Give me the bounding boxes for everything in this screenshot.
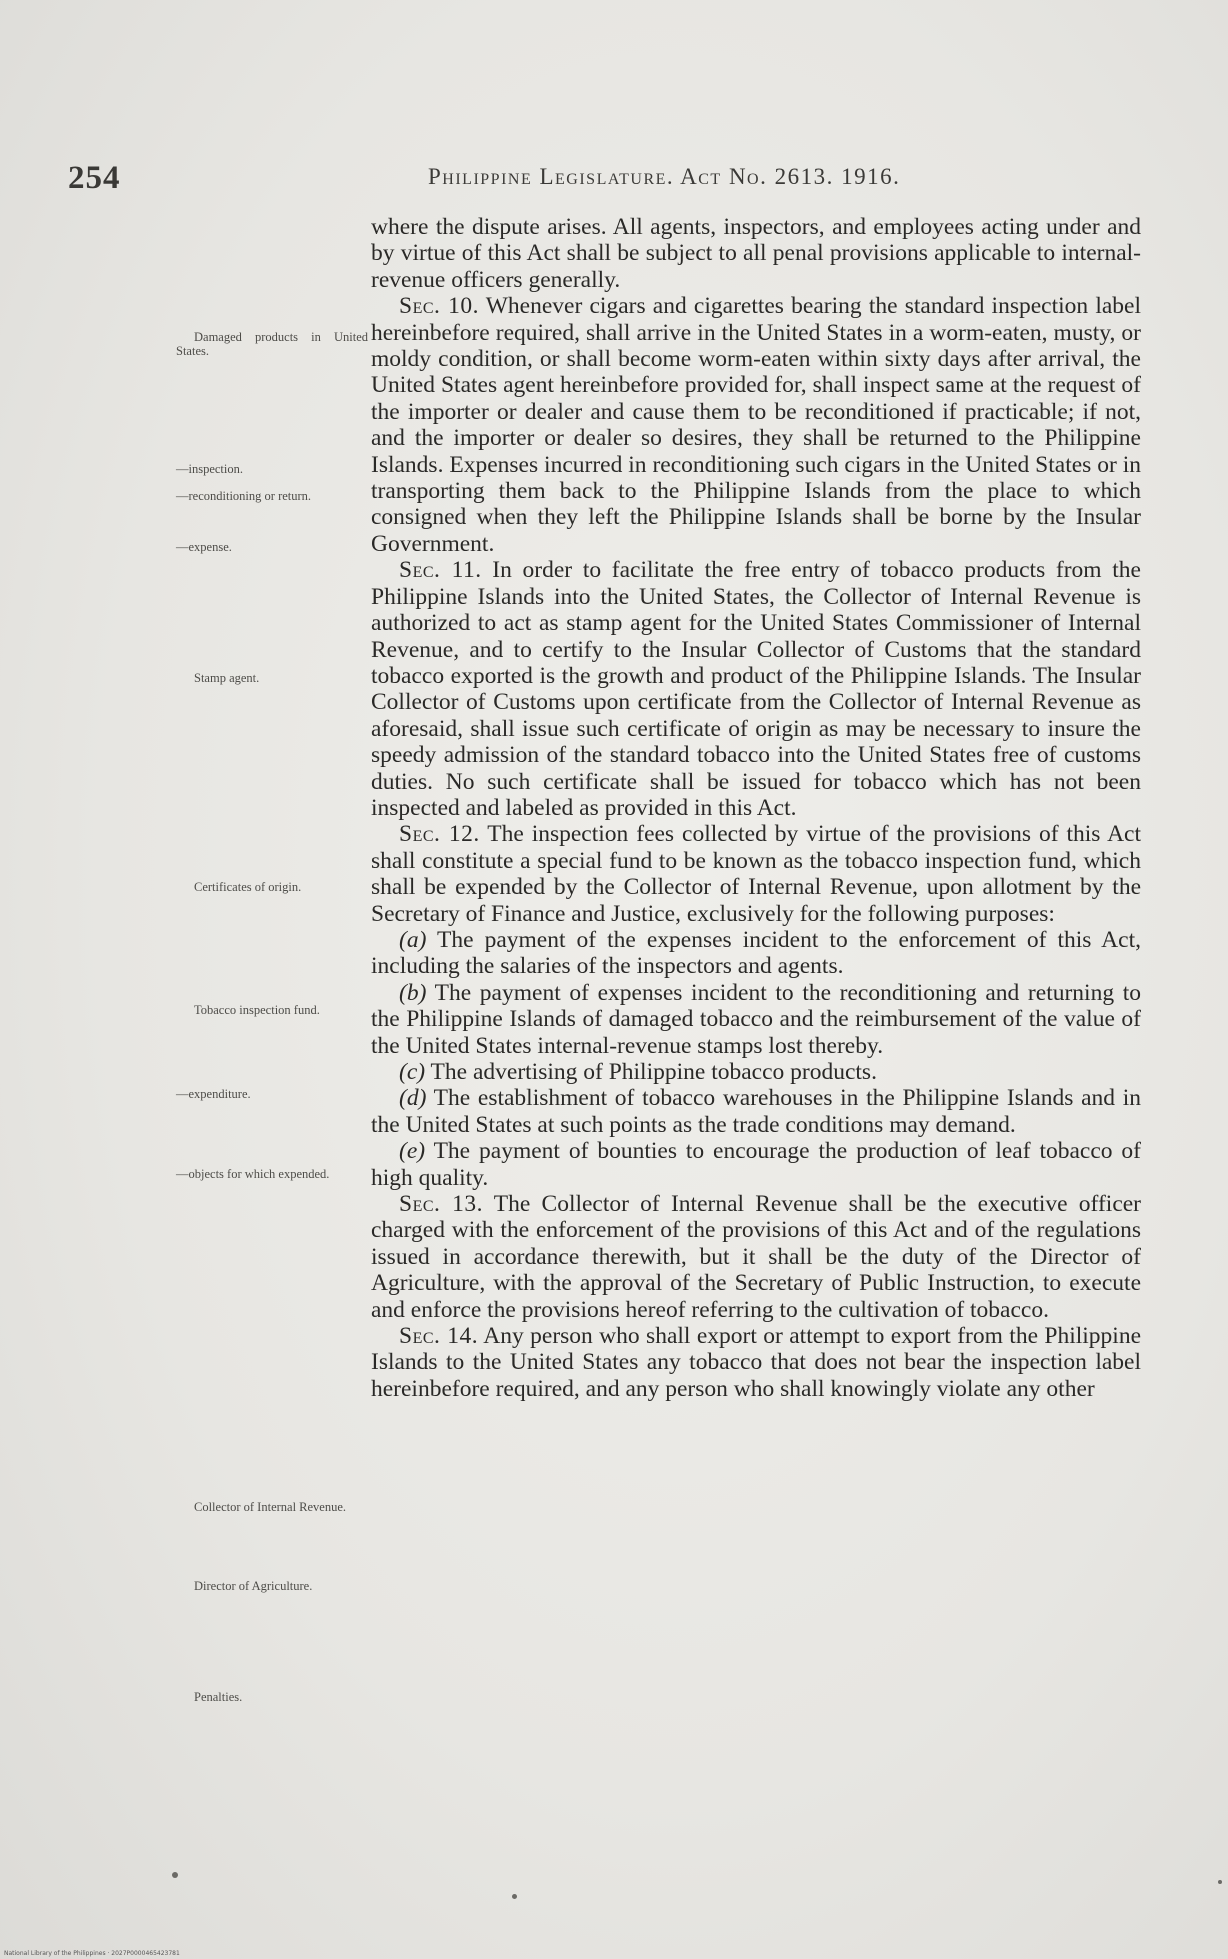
section-13-text: The Collector of Internal Revenue shall be the executive officer charged with the enforcement of the provisions of this Act and of the regulations issued in accordance therewith, but it shall be the duty of the Director of Agriculture, with the approval of the Secretary of Public Instruction, to execute and enforce the provisions hereof referring to the cultivation of tobacco. <box>371 1191 1142 1323</box>
clause-d-letter: (d) <box>399 1085 427 1112</box>
paragraph-continuation: where the dispute arises. All agents, inspectors, and employees acting under and by virtue of this Act shall be subject to all penal provisions applicable to internal-revenue officers generally. <box>371 214 1141 293</box>
running-head: Philippine Legislature. Act No. 2613. 1916. <box>428 164 901 189</box>
clause-e <box>371 1138 1141 1191</box>
clause-a-text: The payment of the expenses incident to the enforcement of this Act, including the salaries of the inspectors and agents. <box>371 926 1141 980</box>
margin-note-tobacco-inspection-fund: Tobacco inspection fund. <box>194 1003 320 1017</box>
scan-source-line: National Library of the Philippines · 2027P0000465423781 <box>4 1950 180 1957</box>
margin-note-stamp-agent: Stamp agent. <box>194 671 260 685</box>
clause-e-letter: (e) <box>399 1138 426 1165</box>
margin-note-director-of-agriculture: Director of Agriculture. <box>194 1579 313 1593</box>
clause-c <box>371 1059 1141 1085</box>
clause-b-letter: (b) <box>399 979 427 1006</box>
scan-speck <box>1218 1880 1222 1884</box>
margin-note-objects-expended: —objects for which expended. <box>176 1167 330 1181</box>
section-14 <box>371 1323 1141 1402</box>
margin-note-damaged-products: Damaged products in United States. <box>176 330 368 358</box>
margin-note-collector: Collector of Internal Revenue. <box>194 1500 347 1514</box>
margin-note-inspection: —inspection. <box>176 462 244 476</box>
section-11 <box>371 557 1141 821</box>
section-12-label: Sec. 12. <box>399 821 480 848</box>
clause-a-letter: (a) <box>399 926 427 953</box>
section-11-label: Sec. 11. <box>399 557 482 584</box>
margin-note-penalties: Penalties. <box>194 1690 243 1704</box>
section-14-text: Any person who shall export or attempt to export from the Philippine Islands to the United States any tobacco that does not bear the inspection label hereinbefore required, and any person who shall knowingly violate any other <box>371 1323 1142 1402</box>
section-13 <box>371 1191 1141 1323</box>
page-number: 254 <box>68 160 121 196</box>
scan-speck <box>172 1872 178 1878</box>
margin-note-certificates-of-origin: Certificates of origin. <box>194 880 302 894</box>
clause-a <box>371 927 1141 980</box>
section-10-text: Whenever cigars and cigarettes bearing the standard inspection label hereinbefore required, shall arrive in the United States in a worm-eaten, musty, or moldy condition, or shall become worm-eaten within sixty days after arrival, the United States agent hereinbefore provided for, shall inspect same at the request of the importer or dealer and cause them to be reconditioned if practicable; if not, and the importer or dealer so desires, they shall be returned to the Philippine Islands. Expenses incurred in reconditioning such cigars in the United States or in transporting them back to the Philippine Islands from the place to which consigned when they left the Philippine Islands shall be borne by the Insular Government. <box>371 293 1141 557</box>
section-12 <box>371 821 1141 927</box>
margin-note-expenditure: —expenditure. <box>176 1087 251 1101</box>
scan-speck <box>512 1894 517 1899</box>
body-text <box>371 214 1141 1402</box>
margin-note-reconditioning: —reconditioning or return. <box>176 489 312 503</box>
section-10-label: Sec. 10. <box>399 293 479 320</box>
clause-d-text: The establishment of tobacco warehouses in the Philippine Islands and in the United States at such points as the trade conditions may demand. <box>371 1085 1141 1138</box>
clause-c-letter: (c) <box>399 1059 426 1085</box>
section-14-label: Sec. 14. <box>399 1323 479 1350</box>
section-12-text: The inspection fees collected by virtue of the provisions of this Act shall constitute a special fund to be known as the tobacco inspection fund, which shall be expended by the Collector of Internal Revenue, upon allotment by the Secretary of Finance and Justice, exclusively for the following purposes: <box>371 821 1142 927</box>
clause-b <box>371 980 1141 1059</box>
clause-d <box>371 1085 1141 1138</box>
section-11-text: In order to facilitate the free entry of tobacco products from the Philippine Islands into the United States, the Collector of Internal Revenue is authorized to act as stamp agent for the United States Commissioner of Internal Revenue, and to certify to the Insular Collector of Customs that the standard tobacco exported is the growth and product of the Philippine Islands. The Insular Collector of Customs upon certificate from the Collector of Internal Revenue as aforesaid, shall issue such certificate of origin as may be necessary to insure the speedy admission of the standard tobacco into the United States free of customs duties. No such certificate shall be issued for tobacco which has not been inspected and labeled as provided in this Act. <box>371 557 1141 821</box>
section-10 <box>371 293 1141 557</box>
margin-note-expense: —expense. <box>176 540 232 554</box>
section-13-label: Sec. 13. <box>399 1191 483 1218</box>
clause-c-text: The advertising of Philippine tobacco products. <box>425 1059 877 1085</box>
clause-e-text: The payment of bounties to encourage the production of leaf tobacco of high quality. <box>371 1138 1141 1191</box>
clause-b-text: The payment of expenses incident to the reconditioning and returning to the Philippine Islands of damaged tobacco and the reimbursement of the value of the United States internal-revenue stamps lost thereby. <box>371 979 1141 1059</box>
